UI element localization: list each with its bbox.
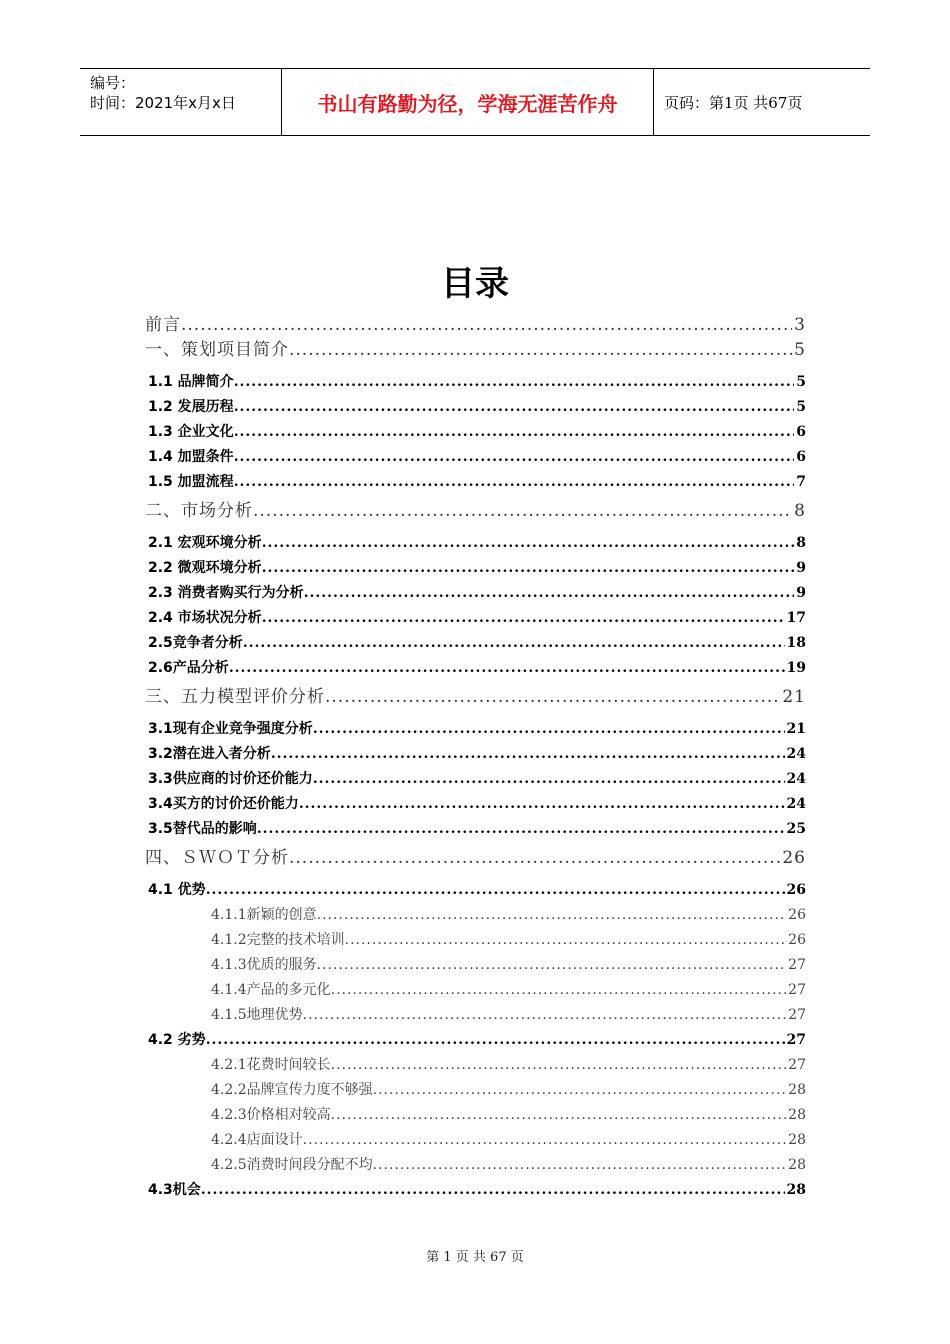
toc-leader-dots bbox=[257, 821, 785, 837]
toc-leader-dots bbox=[325, 687, 780, 704]
toc-entry-label: 4.2.4店面设计 bbox=[211, 1132, 303, 1148]
toc-entry-label: 4.1.4产品的多元化 bbox=[211, 982, 331, 998]
toc-leader-dots bbox=[234, 374, 795, 390]
toc-leader-dots bbox=[234, 424, 795, 440]
toc-entry-label: 2.2 微观环境分析 bbox=[148, 560, 262, 576]
toc-entry-label: 4.3机会 bbox=[148, 1182, 201, 1198]
toc-entry-page: 27 bbox=[788, 982, 806, 998]
toc-entry[interactable] bbox=[145, 335, 806, 357]
toc-leader-dots bbox=[303, 1007, 787, 1023]
toc-leader-dots bbox=[206, 1032, 785, 1048]
toc-entry[interactable] bbox=[148, 1029, 806, 1051]
toc-leader-dots bbox=[304, 585, 795, 601]
toc-entry-page: 28 bbox=[788, 1107, 806, 1123]
toc-entry-page: 19 bbox=[786, 660, 806, 676]
toc-leader-dots bbox=[313, 771, 785, 787]
toc-leader-dots bbox=[206, 882, 785, 898]
toc-entry-page: 5 bbox=[796, 374, 806, 390]
toc-entry-label: 3.1现有企业竞争强度分析 bbox=[148, 721, 313, 737]
toc-entry-label: 1.5 加盟流程 bbox=[148, 474, 234, 490]
toc-leader-dots bbox=[234, 399, 795, 415]
toc-leader-dots bbox=[229, 660, 785, 676]
serial-label: 编号： bbox=[90, 74, 136, 92]
toc-entry[interactable] bbox=[148, 396, 806, 418]
toc-entry-page: 8 bbox=[794, 501, 806, 518]
toc-entry[interactable] bbox=[211, 1104, 806, 1126]
toc-entry[interactable] bbox=[148, 421, 806, 443]
toc-leader-dots bbox=[201, 1182, 785, 1198]
toc-entry-page: 26 bbox=[786, 882, 806, 898]
toc-entry[interactable] bbox=[148, 1179, 806, 1201]
toc-entry[interactable] bbox=[148, 371, 806, 393]
toc-leader-dots bbox=[317, 907, 787, 923]
toc-entry-label: 3.4买方的讨价还价能力 bbox=[148, 796, 299, 812]
toc-entry-label: 1.4 加盟条件 bbox=[148, 449, 234, 465]
toc-entry-page: 17 bbox=[786, 610, 806, 626]
toc-entry-page: 27 bbox=[788, 1057, 806, 1073]
toc-entry[interactable] bbox=[148, 557, 806, 579]
toc-leader-dots bbox=[262, 610, 785, 626]
toc-entry[interactable] bbox=[148, 793, 806, 815]
toc-entry[interactable] bbox=[211, 1004, 806, 1026]
toc-entry-page: 6 bbox=[796, 424, 806, 440]
toc-leader-dots bbox=[234, 449, 795, 465]
toc-entry-label: 4.2.5消费时间段分配不均 bbox=[211, 1157, 373, 1173]
toc-entry-label: 4.2.2品牌宣传力度不够强 bbox=[211, 1082, 373, 1098]
toc-leader-dots bbox=[253, 501, 792, 518]
toc-entry[interactable] bbox=[148, 743, 806, 765]
toc-entry-label: 2.5竞争者分析 bbox=[148, 635, 243, 651]
toc-entry[interactable] bbox=[145, 843, 806, 865]
toc-entry-label: 4.1.5地理优势 bbox=[211, 1007, 303, 1023]
toc-entry-page: 18 bbox=[786, 635, 806, 651]
toc-entry-page: 7 bbox=[796, 474, 806, 490]
header-meta bbox=[80, 69, 282, 135]
toc-leader-dots bbox=[289, 848, 780, 865]
toc-entry[interactable] bbox=[211, 904, 806, 926]
toc-entry-page: 3 bbox=[794, 315, 806, 332]
toc-entry-label: 4.1.1新颖的创意 bbox=[211, 907, 317, 923]
toc-leader-dots bbox=[331, 1107, 787, 1123]
toc-entry[interactable] bbox=[211, 954, 806, 976]
toc-entry-page: 27 bbox=[788, 1007, 806, 1023]
toc-entry-label: 4.1 优势 bbox=[148, 882, 206, 898]
toc-entry-label: 3.5替代品的影响 bbox=[148, 821, 257, 837]
page-header bbox=[80, 68, 870, 136]
toc-entry-label: 2.4 市场状况分析 bbox=[148, 610, 262, 626]
toc-entry-page: 8 bbox=[796, 535, 806, 551]
toc-leader-dots bbox=[271, 746, 785, 762]
toc-leader-dots bbox=[373, 1157, 787, 1173]
toc-entry[interactable] bbox=[211, 1079, 806, 1101]
toc-entry[interactable] bbox=[148, 818, 806, 840]
toc-entry-label: 2.6产品分析 bbox=[148, 660, 229, 676]
toc-entry-label: 3.2潜在进入者分析 bbox=[148, 746, 271, 762]
toc-entry[interactable] bbox=[148, 582, 806, 604]
toc-entry[interactable] bbox=[145, 682, 806, 704]
toc-entry-label: 二、市场分析 bbox=[145, 501, 253, 518]
toc-entry[interactable] bbox=[148, 657, 806, 679]
toc-leader-dots bbox=[299, 796, 785, 812]
toc-entry-page: 5 bbox=[796, 399, 806, 415]
toc-entry-page: 26 bbox=[782, 848, 806, 865]
toc-entry-label: 一、策划项目简介 bbox=[145, 340, 289, 357]
toc-entry-label: 2.3 消费者购买行为分析 bbox=[148, 585, 304, 601]
toc-entry-page: 21 bbox=[786, 721, 806, 737]
toc-leader-dots bbox=[373, 1082, 787, 1098]
toc-leader-dots bbox=[289, 340, 792, 357]
toc-entry[interactable] bbox=[145, 496, 806, 518]
toc-leader-dots bbox=[345, 932, 787, 948]
toc-entry-page: 21 bbox=[782, 687, 806, 704]
toc-entry-label: 4.1.2完整的技术培训 bbox=[211, 932, 345, 948]
toc-entry-label: 三、五力模型评价分析 bbox=[145, 687, 325, 704]
toc-entry[interactable] bbox=[148, 532, 806, 554]
toc-entry-page: 28 bbox=[788, 1157, 806, 1173]
toc-leader-dots bbox=[331, 982, 787, 998]
toc-entry-label: 1.2 发展历程 bbox=[148, 399, 234, 415]
toc-entry-label: 3.3供应商的讨价还价能力 bbox=[148, 771, 313, 787]
toc-entry-label: 4.2.1花费时间较长 bbox=[211, 1057, 331, 1073]
toc-entry-label: 4.2 劣势 bbox=[148, 1032, 206, 1048]
toc-leader-dots bbox=[234, 474, 795, 490]
toc-entry-page: 25 bbox=[786, 821, 806, 837]
toc-entry-label: 前言 bbox=[145, 315, 181, 332]
toc-entry-page: 27 bbox=[786, 1032, 806, 1048]
toc-leader-dots bbox=[262, 560, 795, 576]
toc-entry-page: 6 bbox=[796, 449, 806, 465]
toc-entry[interactable] bbox=[211, 979, 806, 1001]
toc-entry-page: 5 bbox=[794, 340, 806, 357]
toc-leader-dots bbox=[243, 635, 785, 651]
toc-entry-label: 4.1.3优质的服务 bbox=[211, 957, 317, 973]
toc-entry-label: 1.3 企业文化 bbox=[148, 424, 234, 440]
toc-entry-page: 24 bbox=[786, 796, 806, 812]
toc-leader-dots bbox=[313, 721, 785, 737]
toc-entry[interactable] bbox=[145, 310, 806, 332]
toc-entry-label: 2.1 宏观环境分析 bbox=[148, 535, 262, 551]
toc-entry[interactable] bbox=[148, 768, 806, 790]
toc-leader-dots bbox=[331, 1057, 787, 1073]
toc-entry[interactable] bbox=[148, 879, 806, 901]
toc-entry[interactable] bbox=[148, 446, 806, 468]
toc-entry[interactable] bbox=[211, 929, 806, 951]
toc-entry-page: 26 bbox=[788, 932, 806, 948]
toc-entry-page: 27 bbox=[788, 957, 806, 973]
toc-entry-page: 24 bbox=[786, 771, 806, 787]
page-footer: 第 1 页 共 67 页 bbox=[426, 1250, 524, 1265]
toc-entry[interactable] bbox=[211, 1054, 806, 1076]
toc-leader-dots bbox=[303, 1132, 787, 1148]
toc-entry-page: 28 bbox=[788, 1132, 806, 1148]
header-motto: 书山有路勤为径，学海无涯苦作舟 bbox=[282, 69, 654, 135]
toc-entry-label: 4.2.3价格相对较高 bbox=[211, 1107, 331, 1123]
toc-entry-page: 26 bbox=[788, 907, 806, 923]
toc-title: 目录 bbox=[441, 264, 509, 304]
toc-entry-label: 四、ＳＷＯＴ分析 bbox=[145, 848, 289, 865]
toc-leader-dots bbox=[262, 535, 795, 551]
date-label: 时间：2021年x月x日 bbox=[90, 94, 236, 112]
toc-leader-dots bbox=[181, 315, 792, 332]
toc-entry-label: 1.1 品牌简介 bbox=[148, 374, 234, 390]
toc-entry-page: 28 bbox=[786, 1182, 806, 1198]
toc-entry[interactable] bbox=[148, 471, 806, 493]
toc-entry[interactable] bbox=[148, 632, 806, 654]
toc-leader-dots bbox=[317, 957, 787, 973]
header-page-info: 页码：第1页 共67页 bbox=[664, 93, 803, 112]
toc-entry-page: 28 bbox=[788, 1082, 806, 1098]
toc-entry-page: 24 bbox=[786, 746, 806, 762]
toc-entry-page: 9 bbox=[796, 585, 806, 601]
toc-entry[interactable] bbox=[211, 1154, 806, 1176]
toc-entry[interactable] bbox=[148, 607, 806, 629]
toc-entry[interactable] bbox=[211, 1129, 806, 1151]
toc-entry-page: 9 bbox=[796, 560, 806, 576]
toc-entry[interactable] bbox=[148, 718, 806, 740]
